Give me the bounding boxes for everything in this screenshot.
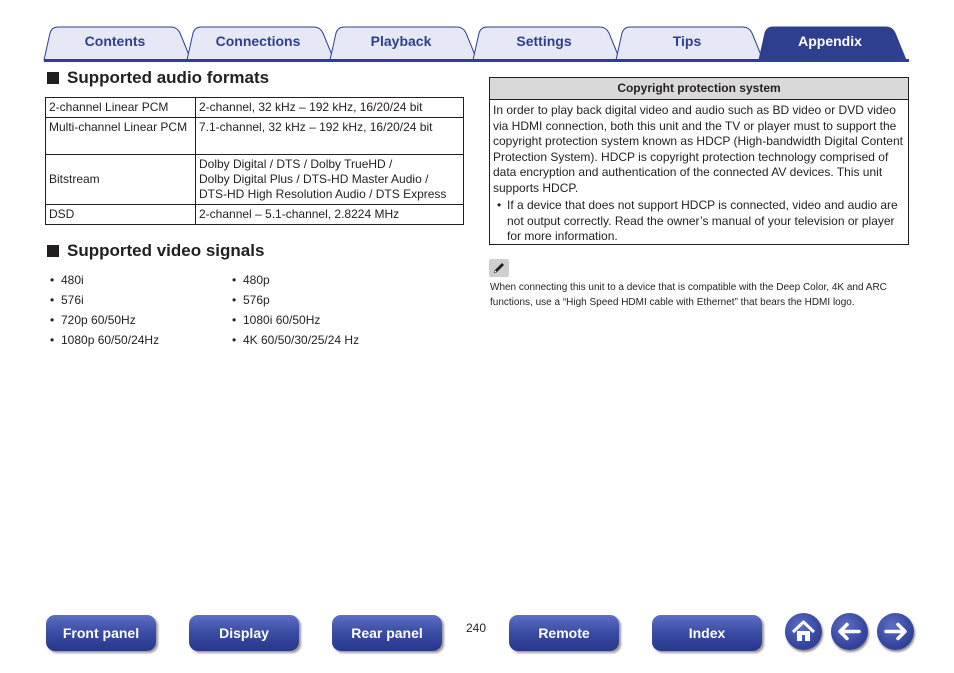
table-row [46,155,464,205]
heading-square-icon [47,245,59,257]
arrow-left-icon [831,613,868,650]
list-item: • 1080i 60/50Hz [227,310,359,330]
format-cell: Bitstream [46,155,196,205]
home-icon [785,613,822,650]
tab-playback[interactable]: Playback [370,33,432,49]
tab-shapes [0,0,954,64]
copyright-body [490,100,908,245]
spec-cell: 2-channel – 5.1-channel, 2.8224 MHz [196,205,464,225]
format-cell: DSD [46,205,196,225]
tab-contents[interactable]: Contents [84,33,146,49]
spec-line: DTS-HD High Resolution Audio / DTS Express [199,187,447,201]
page-number: 240 [465,621,487,635]
arrow-right-icon [877,613,914,650]
tab-tips[interactable]: Tips [672,33,702,49]
list-item: • 4K 60/50/30/25/24 Hz [227,330,359,350]
list-item: • 480i [45,270,159,290]
tab-appendix[interactable]: Appendix [798,33,862,49]
heading-square-icon [47,72,59,84]
format-cell: Multi-channel Linear PCM [46,118,196,155]
list-item: • 576p [227,290,359,310]
copyright-text: In order to play back digital video and audio such as BD video or DVD video via HDMI connection, both this unit and the TV or player must to support the copyright protection system known as HDCP (High-bandwidth Digital Content Protection System). HDCP is copyright protection technology comprised of data encryption and authentication of the connected AV devices. This unit supports HDCP. [493,103,903,195]
rear-panel-button[interactable]: Rear panel [332,615,442,651]
copyright-box [489,77,909,245]
audio-format-table [45,97,464,225]
copyright-bullet: • If a device that does not support HDCP is connected, video and audio are not output correctly. Read the owner’s manual of your television or player for more information. [493,198,904,245]
video-heading [47,241,264,261]
list-item: • 1080p 60/50/24Hz [45,330,159,350]
tab-settings[interactable]: Settings [516,33,572,49]
video-list-left [45,270,159,350]
home-button[interactable] [785,613,822,650]
index-button[interactable]: Index [652,615,762,651]
tab-connections[interactable]: Connections [215,33,301,49]
table-row [46,98,464,118]
video-heading-text: Supported video signals [67,241,265,260]
audio-heading [47,68,269,88]
list-item: • 576i [45,290,159,310]
front-panel-button[interactable]: Front panel [46,615,156,651]
tab-underline [44,59,909,62]
tab-bar [0,0,954,64]
table-row [46,118,464,155]
table-row [46,205,464,225]
display-button[interactable]: Display [189,615,299,651]
remote-button[interactable]: Remote [509,615,619,651]
spec-cell: 2-channel, 32 kHz – 192 kHz, 16/20/24 bit [196,98,464,118]
list-item: • 720p 60/50Hz [45,310,159,330]
format-cell: 2-channel Linear PCM [46,98,196,118]
forward-button[interactable] [877,613,914,650]
note-text: When connecting this unit to a device that is compatible with the Deep Color, 4K and ARC functions, use a “High Speed HDMI cable with Ethernet” that bears the HDMI logo. [490,282,887,308]
video-list-right [227,270,359,350]
spec-cell [196,155,464,205]
copyright-header: Copyright protection system [490,78,908,100]
spec-line: Dolby Digital / DTS / Dolby TrueHD / [199,157,393,171]
spec-line: Dolby Digital Plus / DTS-HD Master Audio / [199,172,429,186]
pencil-icon [489,259,509,277]
audio-heading-text: Supported audio formats [67,68,270,87]
back-button[interactable] [831,613,868,650]
list-item: • 480p [227,270,359,290]
spec-cell: 7.1-channel, 32 kHz – 192 kHz, 16/20/24 bit [196,118,464,155]
